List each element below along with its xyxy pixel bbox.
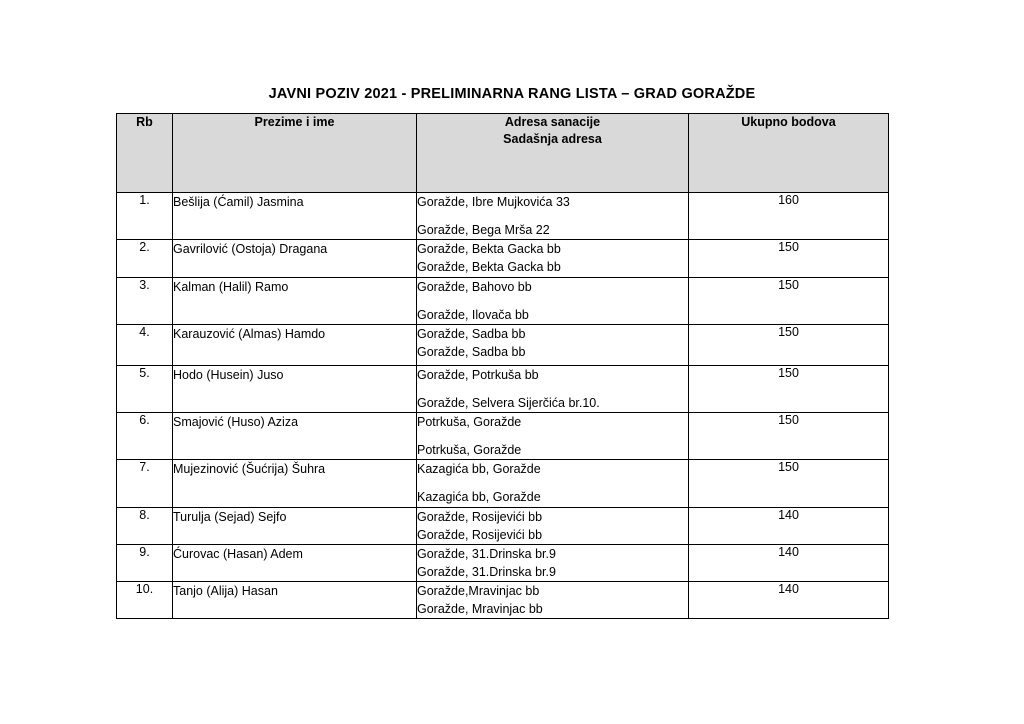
cell-rb: 7.: [117, 460, 173, 507]
cell-points: 140: [689, 582, 889, 619]
cell-rb: 4.: [117, 324, 173, 365]
address-sanacije: Goražde, Ibre Mujkovića 33: [417, 195, 570, 209]
table-row: [117, 240, 889, 277]
column-header-address-line2: Sadašnja adresa: [503, 131, 602, 146]
cell-name: Tanjo (Alija) Hasan: [173, 582, 417, 619]
column-header-rb-label: Rb: [136, 115, 153, 129]
address-sadasnja: Goražde, Selvera Sijerčića br.10.: [417, 395, 600, 410]
address-sadasnja: Goražde, 31.Drinska br.9: [417, 564, 556, 579]
cell-points: 140: [689, 507, 889, 544]
column-header-address-line1: Adresa sanacije: [504, 115, 601, 129]
column-header-points: [689, 114, 889, 193]
address-sadasnja: Goražde, Ilovača bb: [417, 307, 529, 322]
column-header-name: [173, 114, 417, 193]
cell-name: Gavrilović (Ostoja) Dragana: [173, 240, 417, 277]
address-spacer: [417, 384, 688, 394]
address-sanacije: Goražde, 31.Drinska br.9: [417, 546, 556, 561]
table-row: [117, 365, 889, 412]
cell-points: 160: [689, 193, 889, 240]
cell-address: [417, 193, 689, 240]
table-row: [117, 324, 889, 365]
cell-address: [417, 460, 689, 507]
table-body: [117, 193, 889, 619]
cell-address: [417, 240, 689, 277]
column-header-points-label: Ukupno bodova: [741, 115, 836, 129]
address-spacer: [417, 478, 688, 488]
address-sanacije: Goražde,Mravinjac bb: [417, 584, 540, 598]
cell-name: Hodo (Husein) Juso: [173, 365, 417, 412]
table-row: [117, 544, 889, 581]
cell-address: [417, 507, 689, 544]
cell-rb: 2.: [117, 240, 173, 277]
cell-name: Karauzović (Almas) Hamdo: [173, 324, 417, 365]
cell-name: Ćurovac (Hasan) Adem: [173, 544, 417, 581]
cell-points: 150: [689, 277, 889, 324]
address-sanacije: Goražde, Rosijevići bb: [417, 509, 543, 524]
cell-address: [417, 413, 689, 460]
address-sanacije: Kazagića bb, Goražde: [417, 462, 541, 477]
address-spacer: [417, 211, 688, 221]
cell-points: 150: [689, 460, 889, 507]
address-sadasnja: Goražde, Mravinjac bb: [417, 602, 543, 617]
address-sanacije: Goražde, Bahovo bb: [417, 279, 532, 294]
cell-address: [417, 365, 689, 412]
table-header-row: [117, 114, 889, 193]
cell-points: 150: [689, 240, 889, 277]
cell-rb: 1.: [117, 193, 173, 240]
cell-address: [417, 544, 689, 581]
table-row: [117, 582, 889, 619]
cell-name: Smajović (Huso) Aziza: [173, 413, 417, 460]
cell-rb: 6.: [117, 413, 173, 460]
address-sadasnja: Goražde, Bega Mrša 22: [417, 223, 550, 238]
cell-rb: 8.: [117, 507, 173, 544]
address-sadasnja: Goražde, Bekta Gacka bb: [417, 260, 561, 275]
address-sanacije: Goražde, Sadba bb: [417, 326, 526, 341]
address-sanacije: Goražde, Potrkuša bb: [417, 367, 539, 382]
cell-name: Mujezinović (Šućrija) Šuhra: [173, 460, 417, 507]
column-header-rb: [117, 114, 173, 193]
cell-address: [417, 324, 689, 365]
table-row: [117, 413, 889, 460]
address-sanacije: Goražde, Bekta Gacka bb: [417, 242, 561, 257]
cell-rb: 10.: [117, 582, 173, 619]
cell-points: 150: [689, 413, 889, 460]
cell-rb: 3.: [117, 277, 173, 324]
cell-name: Turulja (Sejad) Sejfo: [173, 507, 417, 544]
page-title: JAVNI POZIV 2021 - PRELIMINARNA RANG LISTA – GRAD GORAŽDE: [268, 86, 756, 102]
address-spacer: [417, 431, 688, 441]
column-header-address: [417, 114, 689, 193]
address-sadasnja: Kazagića bb, Goražde: [417, 490, 541, 505]
address-spacer: [417, 296, 688, 306]
cell-address: [417, 277, 689, 324]
table-row: [117, 277, 889, 324]
address-sadasnja: Potrkuša, Goražde: [417, 443, 522, 458]
table-row: [117, 507, 889, 544]
table-header: [117, 114, 889, 193]
cell-name: Kalman (Halil) Ramo: [173, 277, 417, 324]
table-row: [117, 193, 889, 240]
address-sadasnja: Goražde, Rosijevići bb: [417, 527, 543, 542]
cell-points: 150: [689, 365, 889, 412]
address-sanacije: Potrkuša, Goražde: [417, 415, 522, 429]
cell-name: Bešlija (Ćamil) Jasmina: [173, 193, 417, 240]
cell-address: [417, 582, 689, 619]
cell-points: 150: [689, 324, 889, 365]
table-row: [117, 460, 889, 507]
cell-points: 140: [689, 544, 889, 581]
preliminary-rank-table: [116, 113, 889, 619]
cell-rb: 5.: [117, 365, 173, 412]
cell-rb: 9.: [117, 544, 173, 581]
address-sadasnja: Goražde, Sadba bb: [417, 344, 526, 359]
column-header-name-label: Prezime i ime: [254, 115, 335, 129]
